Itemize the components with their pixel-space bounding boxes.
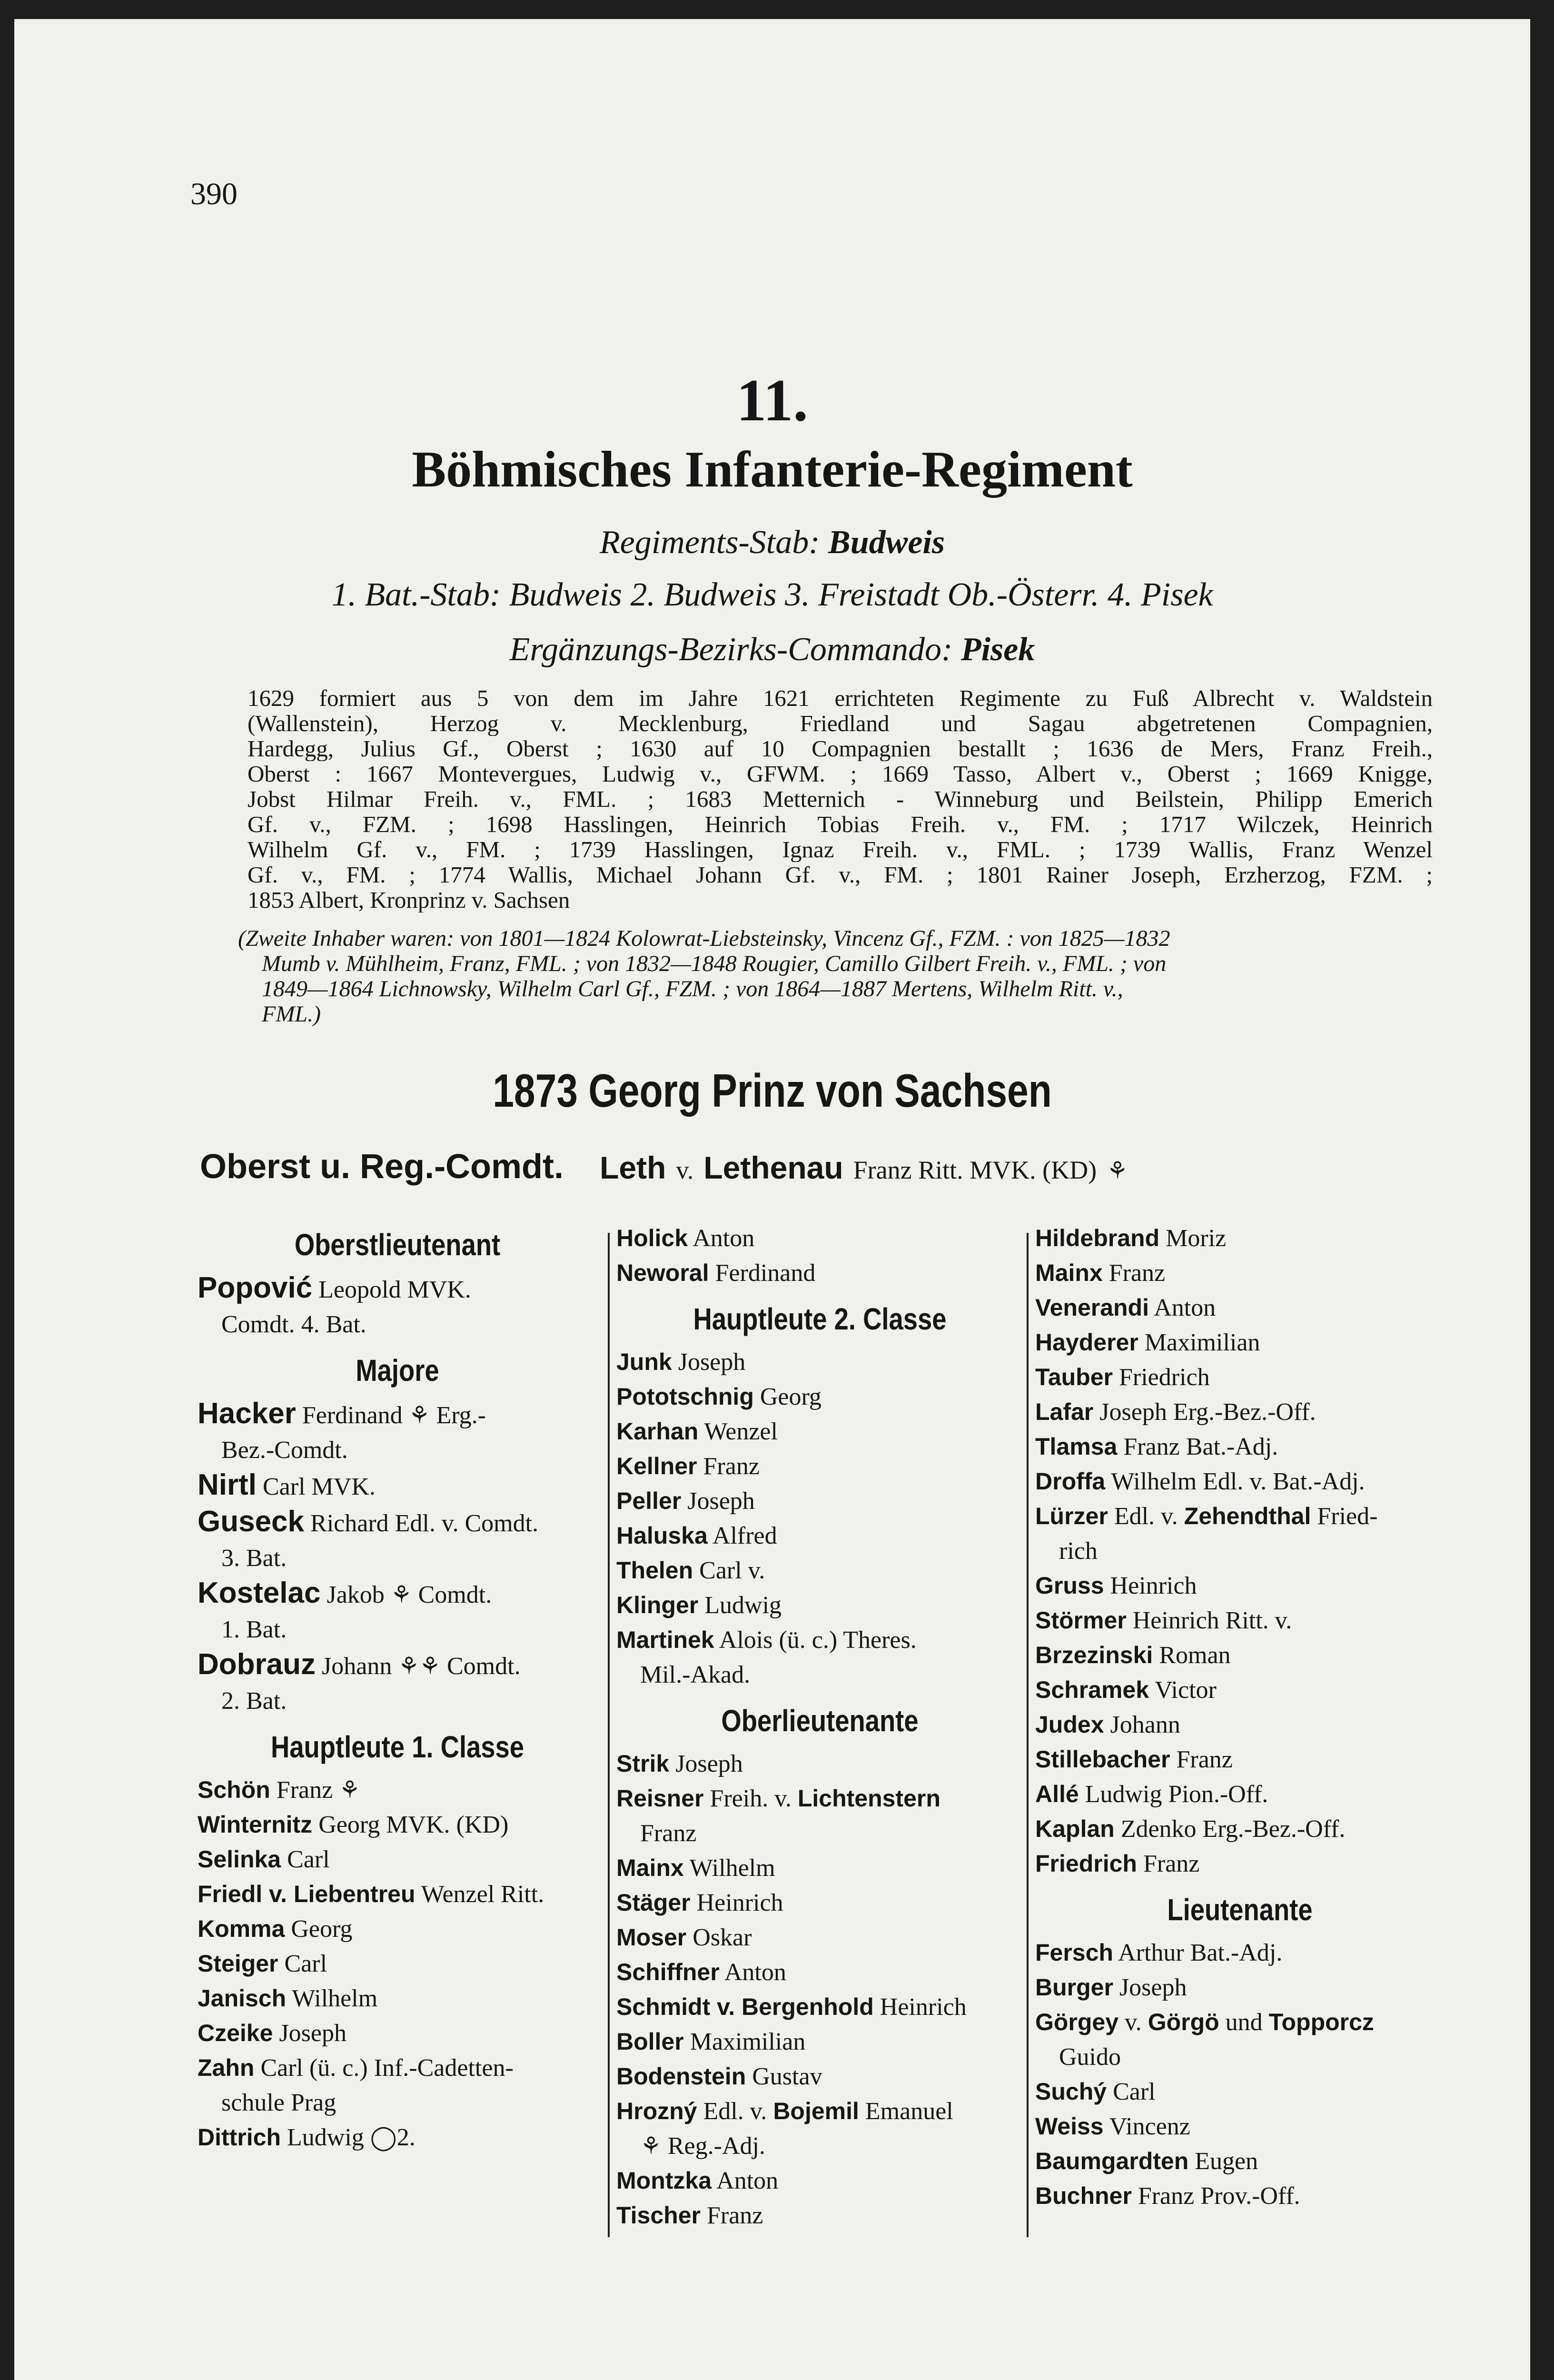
list-item: Burger Joseph: [1035, 1974, 1187, 2001]
column-divider: [608, 1233, 610, 2237]
list-item: Suchý Carl: [1035, 2078, 1156, 2105]
list-item: Komma Georg: [198, 1915, 353, 1943]
list-item: Hildebrand Moriz: [1035, 1225, 1227, 1252]
heading-majore: Majore: [356, 1353, 439, 1388]
regiment-history: [247, 685, 1433, 912]
list-item: Pototschnig Georg: [616, 1383, 822, 1410]
list-item-cont: ⚘ Reg.-Adj.: [640, 2132, 765, 2160]
history-line: (Wallenstein), Herzog v. Mecklenburg, Friedland und Sagau abgetretenen Compagnien,: [247, 711, 1433, 736]
page-number: 390: [190, 177, 238, 211]
history-line: Jobst Hilmar Freih. v., FML. ; 1683 Metternich - Winneburg und Beilstein, Philipp Emerich: [247, 786, 1433, 812]
list-item: Venerandi Anton: [1035, 1294, 1216, 1321]
list-item: Strik Joseph: [616, 1750, 743, 1777]
list-item: Moser Oskar: [616, 1924, 752, 1951]
list-item: Dobrauz Johann ⚘⚘ Comdt.: [198, 1648, 521, 1681]
list-item: Bodenstein Gustav: [616, 2063, 822, 2090]
list-item: Stillebacher Franz: [1035, 1746, 1233, 1773]
list-item-cont: 3. Bat.: [221, 1545, 287, 1572]
list-item: Janisch Wilhelm: [198, 1985, 378, 2012]
list-item: Schramek Victor: [1035, 1676, 1217, 1704]
list-item: Brzezinski Roman: [1035, 1642, 1231, 1669]
second-owners-line: FML.): [262, 1002, 321, 1027]
order-icon: ⚘: [1107, 1157, 1128, 1184]
list-item: Schmidt v. Bergenhold Heinrich: [616, 1993, 967, 2021]
erg-label: Ergänzungs-Bezirks-Commando:: [509, 631, 953, 668]
list-item: Selinka Carl: [198, 1846, 330, 1873]
list-item: Peller Joseph: [616, 1488, 755, 1515]
list-item: Reisner Freih. v. Lichtenstern: [616, 1785, 940, 1812]
heading-oberlieutenante: Oberlieutenante: [721, 1704, 919, 1738]
list-item: Guseck Richard Edl. v. Comdt.: [198, 1505, 539, 1538]
column-divider: [1027, 1233, 1029, 2237]
list-item: Tlamsa Franz Bat.-Adj.: [1035, 1433, 1278, 1460]
erg-place: Pisek: [960, 631, 1035, 668]
regiment-stab: [14, 524, 1530, 562]
list-item-cont: 1. Bat.: [221, 1616, 287, 1643]
oberst-details: Franz Ritt. MVK. (KD): [853, 1156, 1097, 1184]
battalion-stations: 1. Bat.-Stab: Budweis 2. Budweis 3. Freistadt Ob.-Österr. 4. Pisek: [331, 576, 1213, 613]
heading-lieutenante: Lieutenante: [1167, 1893, 1313, 1927]
regiment-number: 11.: [736, 367, 808, 434]
list-item: Thelen Carl v.: [616, 1557, 765, 1584]
regiment-name: Böhmisches Infanterie-Regiment: [412, 441, 1133, 498]
list-item-cont: Guido: [1059, 2043, 1121, 2071]
list-item-cont: rich: [1059, 1537, 1098, 1565]
heading-hauptleute-2: Hauptleute 2. Classe: [693, 1302, 947, 1336]
list-item: Steiger Carl: [198, 1950, 327, 1977]
list-item: Mainx Wilhelm: [616, 1854, 775, 1882]
order-icon: ⚘⚘: [398, 1652, 441, 1680]
list-item: Hacker Ferdinand ⚘ Erg.-: [198, 1397, 486, 1430]
history-line: Gf. v., FM. ; 1774 Wallis, Michael Johann Gf. v., FM. ; 1801 Rainer Joseph, Erzherzog, FZM. ;: [247, 862, 1433, 887]
list-item: Mainx Franz: [1035, 1259, 1166, 1287]
list-item: Winternitz Georg MVK. (KD): [198, 1811, 509, 1838]
list-item: Hayderer Maximilian: [1035, 1329, 1260, 1356]
list-item: Haluska Alfred: [616, 1522, 777, 1549]
list-item: Nirtl Carl MVK.: [198, 1468, 376, 1501]
oberst-v: v.: [676, 1156, 694, 1184]
list-item: Lürzer Edl. v. Zehendthal Fried-: [1035, 1503, 1378, 1530]
history-line: Gf. v., FZM. ; 1698 Hasslingen, Heinrich Tobias Freih. v., FM. ; 1717 Wilczek, Heinrich: [247, 812, 1433, 837]
list-item: Buchner Franz Prov.-Off.: [1035, 2182, 1300, 2210]
oberst-entry: [600, 1150, 1128, 1186]
order-icon: ⚘: [390, 1581, 412, 1608]
list-item: Gruss Heinrich: [1035, 1572, 1197, 1599]
list-item: Schiffner Anton: [616, 1959, 786, 1986]
list-item-cont: schule Prag: [221, 2089, 337, 2116]
list-item: Kellner Franz: [616, 1453, 760, 1480]
list-item: Czeike Joseph: [198, 2020, 346, 2047]
oberst-name: Leth: [600, 1150, 666, 1185]
document-page: [14, 19, 1530, 2380]
history-line: Hardegg, Julius Gf., Oberst ; 1630 auf 10 Compagnien bestallt ; 1636 de Mers, Franz Freih.,: [247, 736, 1433, 761]
column-1: [198, 1221, 597, 2155]
list-item: Schön Franz ⚘: [198, 1776, 361, 1804]
second-owners-line: 1849—1864 Lichnowsky, Wilhelm Carl Gf., FZM. ; von 1864—1887 Mertens, Wilhelm Ritt. v.,: [262, 976, 1123, 1002]
list-item: Friedrich Franz: [1035, 1850, 1200, 1877]
list-item: Görgey v. Görgö und Topporcz: [1035, 2009, 1374, 2036]
oberst-name-2: Lethenau: [703, 1150, 843, 1185]
second-owners-line: Mumb v. Mühlheim, Franz, FML. ; von 1832—1848 Rougier, Camillo Gilbert Freih. v., FML. ; von: [262, 951, 1167, 976]
list-item: Junk Joseph: [616, 1349, 746, 1376]
list-item-cont: Bez.-Comdt.: [221, 1437, 348, 1464]
column-3: [1035, 1221, 1445, 2213]
list-item: Neworal Ferdinand: [616, 1259, 816, 1287]
list-item: Friedl v. Liebentreu Wenzel Ritt.: [198, 1881, 544, 1908]
list-item: Hrozný Edl. v. Bojemil Emanuel: [616, 2098, 953, 2125]
list-item: Störmer Heinrich Ritt. v.: [1035, 1607, 1292, 1634]
stab-label: Regiments-Stab:: [599, 524, 820, 561]
list-item-cont: Franz: [640, 1820, 697, 1847]
list-item: Karhan Wenzel: [616, 1418, 778, 1445]
heading-hauptleute-1: Hauptleute 1. Classe: [270, 1730, 525, 1764]
list-item: Fersch Arthur Bat.-Adj.: [1035, 1939, 1283, 1966]
column-2: [616, 1221, 1023, 2233]
list-item: Montzka Anton: [616, 2167, 779, 2194]
second-owners-line: (Zweite Inhaber waren: von 1801—1824 Kolowrat-Liebsteinsky, Vincenz Gf., FZM. : von 1825—1832: [238, 926, 1170, 951]
list-item: Boller Maximilian: [616, 2028, 806, 2055]
list-item: Popović Leopold MVK.: [198, 1271, 471, 1304]
order-icon: ⚘: [408, 1401, 430, 1429]
list-item: Dittrich Ludwig ◯2.: [198, 2123, 416, 2151]
order-icon: ⚘: [640, 2132, 662, 2160]
list-item: Tischer Franz: [616, 2202, 763, 2229]
list-item: Lafar Joseph Erg.-Bez.-Off.: [1035, 1398, 1316, 1426]
list-item: Judex Johann: [1035, 1711, 1180, 1738]
list-item-cont: 2. Bat.: [221, 1687, 287, 1715]
history-line: Wilhelm Gf. v., FM. ; 1739 Hasslingen, Ignaz Freih. v., FML. ; 1739 Wallis, Franz Wenzel: [247, 837, 1433, 862]
stab-place: Budweis: [828, 524, 945, 561]
list-item: Zahn Carl (ü. c.) Inf.-Cadetten-: [198, 2054, 514, 2082]
heading-oberstlieutenant: Oberstlieutenant: [294, 1228, 501, 1262]
order-icon: ⚘: [339, 1776, 361, 1804]
list-item: Martinek Alois (ü. c.) Theres.: [616, 1626, 917, 1654]
list-item: Allé Ludwig Pion.-Off.: [1035, 1781, 1268, 1808]
ergaenzung-bezirk: [14, 631, 1530, 669]
history-line: 1629 formiert aus 5 von dem im Jahre 1621 errichteten Regimente zu Fuß Albrecht v. Waldstein: [247, 685, 1433, 711]
list-item-cont: Mil.-Akad.: [640, 1661, 751, 1688]
list-item: Droffa Wilhelm Edl. v. Bat.-Adj.: [1035, 1468, 1365, 1495]
list-item: Holick Anton: [616, 1225, 755, 1252]
oberst-title: Oberst u. Reg.-Comdt.: [200, 1148, 564, 1186]
list-item: Weiss Vincenz: [1035, 2113, 1190, 2140]
list-item: Klinger Ludwig: [616, 1592, 782, 1619]
regiment-owner: 1873 Georg Prinz von Sachsen: [493, 1064, 1052, 1117]
list-item-cont: Comdt. 4. Bat.: [221, 1311, 366, 1338]
order-circle-icon: ◯: [370, 2123, 397, 2151]
list-item: Stäger Heinrich: [616, 1889, 783, 1916]
second-owners: [238, 926, 1442, 1027]
list-item: Tauber Friedrich: [1035, 1364, 1210, 1391]
list-item: Baumgardten Eugen: [1035, 2148, 1258, 2175]
history-line: 1853 Albert, Kronprinz v. Sachsen: [247, 887, 570, 912]
list-item: Kostelac Jakob ⚘ Comdt.: [198, 1577, 492, 1609]
history-line: Oberst : 1667 Montevergues, Ludwig v., GFWM. ; 1669 Tasso, Albert v., Oberst ; 1669 Knigge,: [247, 761, 1433, 786]
list-item: Kaplan Zdenko Erg.-Bez.-Off.: [1035, 1815, 1346, 1843]
